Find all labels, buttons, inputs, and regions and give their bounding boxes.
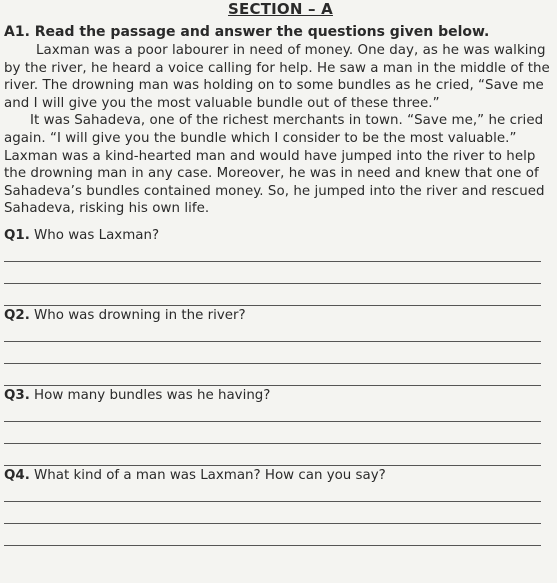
instruction-number: A1. [4, 24, 30, 40]
passage-paragraph-1: Laxman was a poor labourer in need of money. One day, as he was walking by the river, he heard a voice calling for help. He saw a man in the middle of the river. The drowning man was holding on to some bundles as he cried, “Save me and I will give you the most valuable bundle out of these three.” [4, 43, 550, 111]
question-1 [4, 226, 557, 246]
answer-line[interactable] [4, 364, 541, 386]
question-3-text: How many bundles was he having? [29, 387, 271, 403]
question-2-number: Q2. [4, 307, 30, 323]
instruction [4, 22, 557, 42]
answer-line[interactable] [4, 524, 541, 546]
passage-paragraph-2: It was Sahadeva, one of the richest merchants in town. “Save me,” he cried again. “I will give you the bundle which I consider to be the most valuable.” Laxman was a kind-hearted man and would have jumped into the river to help the drowning man in any case. Moreover, he was in need and knew that one of Sahadeva’s bundles contained money. So, he jumped into the river and rescued Sahadeva, risking his own life. [4, 113, 545, 217]
question-2 [4, 306, 557, 326]
answer-line[interactable] [4, 262, 541, 284]
answer-line[interactable] [4, 342, 541, 364]
section-title: SECTION – A [228, 0, 333, 18]
answer-lines-q3 [4, 406, 557, 466]
question-4-text: What kind of a man was Laxman? How can you say? [29, 467, 386, 483]
answer-line[interactable] [4, 444, 541, 466]
answer-lines-q1 [4, 246, 557, 306]
answer-line[interactable] [4, 406, 541, 422]
question-1-text: Who was Laxman? [29, 227, 160, 243]
answer-lines-q2 [4, 326, 557, 386]
answer-lines-q4 [4, 486, 557, 546]
question-2-text: Who was drowning in the river? [29, 307, 246, 323]
answer-line[interactable] [4, 486, 541, 502]
answer-line[interactable] [4, 326, 541, 342]
question-3-number: Q3. [4, 387, 30, 403]
answer-line[interactable] [4, 246, 541, 262]
reading-passage [4, 42, 557, 218]
question-3 [4, 386, 557, 406]
question-4 [4, 466, 557, 486]
question-4-number: Q4. [4, 467, 30, 483]
instruction-text: Read the passage and answer the questions given below. [29, 24, 490, 40]
question-1-number: Q1. [4, 227, 30, 243]
answer-line[interactable] [4, 284, 541, 306]
answer-line[interactable] [4, 502, 541, 524]
answer-line[interactable] [4, 422, 541, 444]
